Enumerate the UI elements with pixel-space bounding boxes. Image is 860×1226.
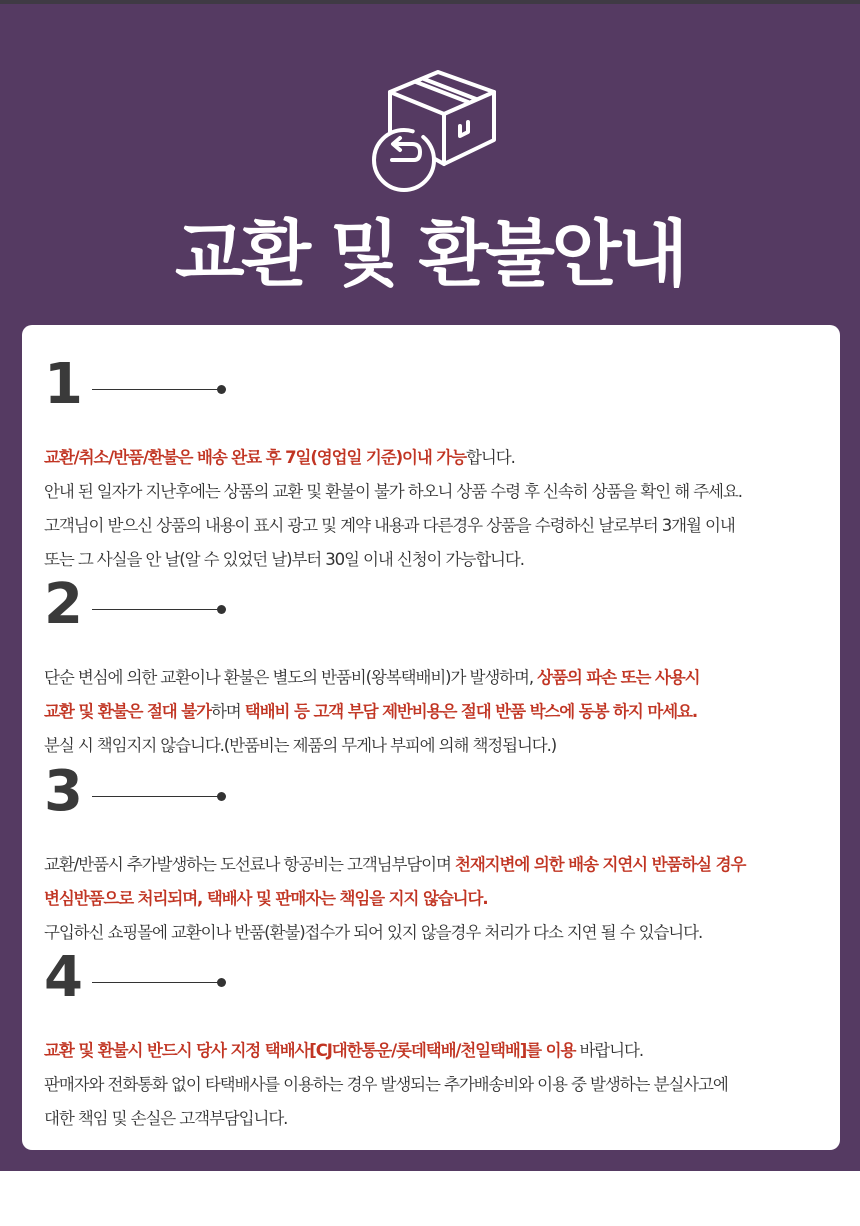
- highlight-text: 변심반품으로 처리되며, 택배사 및 판매자는 책임을 지지 않습니다.: [44, 889, 488, 908]
- info-card: [22, 325, 840, 1150]
- section-number: 2: [44, 572, 83, 637]
- text-line: [44, 1034, 829, 1068]
- text-line: [44, 475, 829, 509]
- body-text: 구입하신 쇼핑몰에 교환이나 반품(환불)접수가 되어 있지 않을경우 처리가 다소 지연 될 수 있습니다.: [44, 923, 703, 942]
- text-line: [44, 916, 829, 950]
- body-text: 교환/반품시 추가발생하는 도선료나 항공비는 고객님부담이며: [44, 855, 455, 874]
- divider-line: [92, 609, 222, 610]
- highlight-text: 교환/취소/반품/환불은 배송 완료 후 7일(영업일 기준)이내 가능: [44, 448, 467, 467]
- section-text: [44, 1034, 829, 1136]
- body-text: 판매자와 전화통화 없이 타택배사를 이용하는 경우 발생되는 추가배송비와 이용 중 발생하는 분실사고에: [44, 1075, 728, 1094]
- highlight-text: 상품의 파손 또는 사용시: [537, 668, 700, 687]
- section-text: [44, 848, 829, 950]
- body-text: 분실 시 책임지지 않습니다.(반품비는 제품의 무게나 부피에 의해 책정됩니다.): [44, 736, 557, 755]
- body-text: 대한 책임 및 손실은 고객부담입니다.: [44, 1109, 288, 1128]
- body-text: 고객님이 받으신 상품의 내용이 표시 광고 및 계약 내용과 다른경우 상품을 수령하신 날로부터 3개월 이내: [44, 516, 735, 535]
- body-text: 하며: [210, 702, 245, 721]
- divider-line: [92, 796, 222, 797]
- text-line: [44, 661, 829, 695]
- text-line: [44, 729, 829, 763]
- body-text: 안내 된 일자가 지난후에는 상품의 교환 및 환불이 불가 하오니 상품 수령 후 신속히 상품을 확인 해 주세요.: [44, 482, 742, 501]
- page-title: 교환 및 환불안내: [175, 212, 685, 296]
- body-text: 또는 그 사실을 안 날(알 수 있었던 날)부터 30일 이내 신청이 가능합니다.: [44, 550, 524, 569]
- box-return-icon: [360, 64, 500, 199]
- highlight-text: 교환 및 환불은 절대 불가: [44, 702, 211, 721]
- text-line: [44, 695, 829, 729]
- section-text: [44, 441, 829, 577]
- body-text: 단순 변심에 의한 교환이나 환불은 별도의 반품비(왕복택배비)가 발생하며,: [44, 668, 538, 687]
- section-number: 4: [44, 945, 83, 1010]
- section-number: 1: [44, 352, 83, 417]
- body-text: 합니다.: [466, 448, 515, 467]
- highlight-text: 교환 및 환불시 반드시 당사 지정 택배사[CJ대한통운/롯데택배/천일택배]를 이용: [44, 1041, 576, 1060]
- section-text: [44, 661, 829, 763]
- text-line: [44, 1068, 829, 1102]
- highlight-text: 천재지변에 의한 배송 지연시 반품하실 경우: [455, 855, 746, 874]
- text-line: [44, 882, 829, 916]
- text-line: [44, 509, 829, 543]
- divider-dot: [217, 605, 226, 614]
- highlight-text: 택배비 등 고객 부담 제반비용은 절대 반품 박스에 동봉 하지 마세요.: [244, 702, 698, 721]
- text-line: [44, 848, 829, 882]
- text-line: [44, 1102, 829, 1136]
- divider-dot: [217, 792, 226, 801]
- divider-line: [92, 982, 222, 983]
- text-line: [44, 543, 829, 577]
- divider-dot: [217, 978, 226, 987]
- divider-line: [92, 389, 222, 390]
- text-line: [44, 441, 829, 475]
- body-text: 바랍니다.: [575, 1041, 643, 1060]
- divider-dot: [217, 385, 226, 394]
- section-number: 3: [44, 759, 83, 824]
